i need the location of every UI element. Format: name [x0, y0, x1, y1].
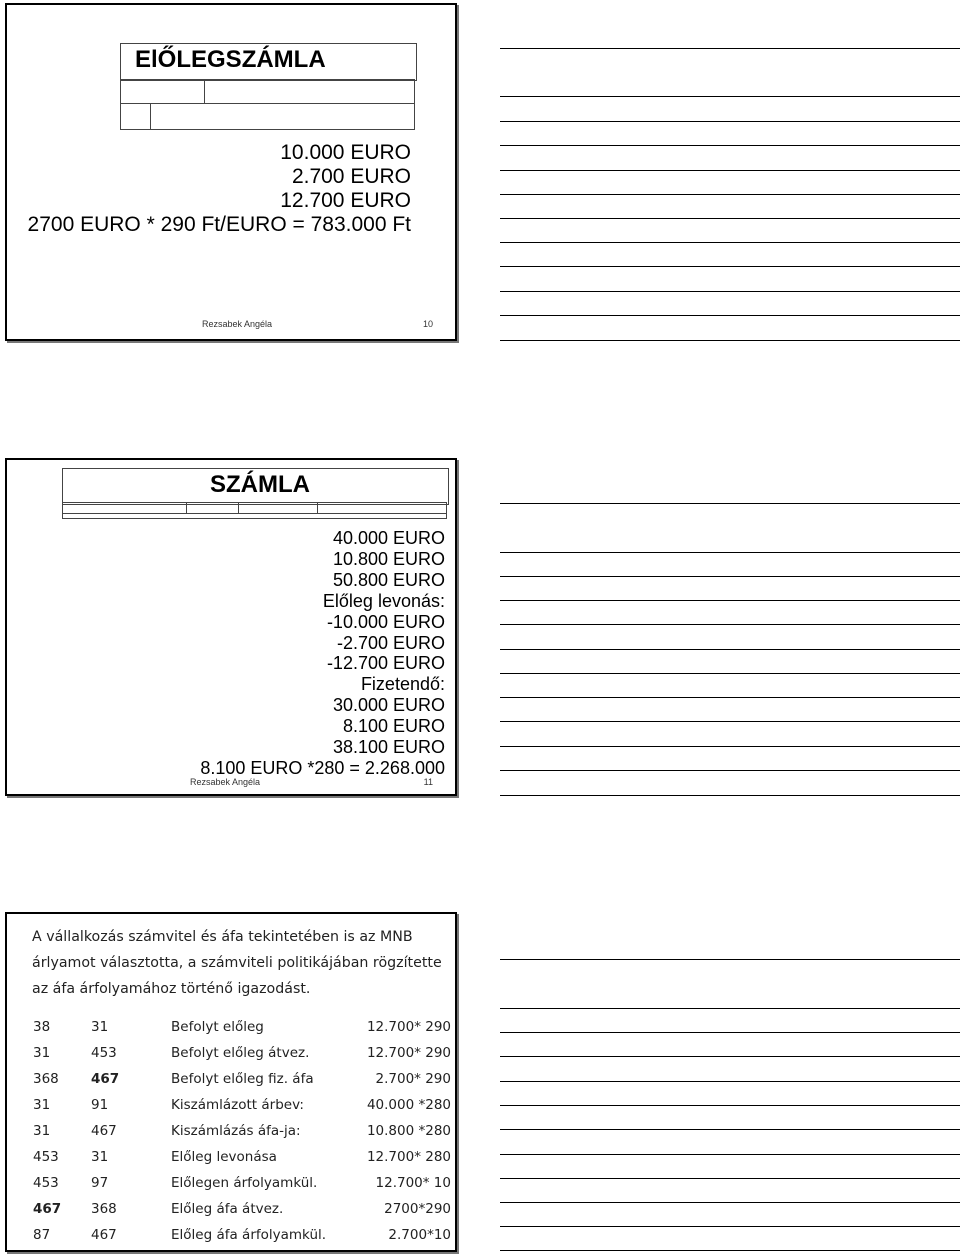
note-line [500, 1178, 960, 1179]
amount-line: Előleg levonás: [322, 590, 445, 611]
note-line [500, 1008, 960, 1009]
entry-description: Befolyt előleg [171, 1019, 264, 1035]
note-line [500, 795, 960, 796]
note-line [500, 1105, 960, 1106]
amount-line: 30.000 EURO [332, 695, 445, 716]
amount-line: 10.000 EURO [280, 141, 411, 164]
debit-account: 368 [33, 1071, 59, 1087]
entry-amount: 12.700* 290 [366, 1045, 451, 1061]
credit-account: 368 [91, 1201, 117, 1217]
note-line [500, 1032, 960, 1033]
debit-account: 453 [33, 1149, 59, 1165]
journal-table [33, 1014, 453, 1248]
credit-account: 97 [91, 1175, 109, 1191]
footer-author: Rezsabek Angéla [202, 319, 273, 329]
table-row [33, 1196, 453, 1222]
credit-account: 31 [91, 1149, 109, 1165]
note-line [500, 170, 960, 171]
amount-line: -2.700 EURO [336, 632, 445, 653]
amount-line: 8.100 EURO [342, 716, 445, 737]
entry-description: Befolyt előleg átvez. [171, 1045, 310, 1061]
debit-account: 453 [33, 1175, 59, 1191]
table-row [33, 1014, 453, 1040]
amount-line: Fizetendő: [360, 674, 445, 695]
amount-lines [25, 528, 445, 779]
entry-amount: 10.800 *280 [366, 1123, 451, 1139]
note-line [500, 552, 960, 553]
note-line [500, 315, 960, 316]
debit-account: 31 [33, 1045, 51, 1061]
entry-amount: 12.700* 280 [366, 1149, 451, 1165]
amount-line: 8.100 EURO *280 = 2.268.000 [200, 757, 445, 778]
credit-account: 31 [91, 1019, 109, 1035]
entry-amount: 12.700* 290 [366, 1019, 451, 1035]
table-cell [120, 103, 151, 130]
credit-account: 91 [91, 1097, 109, 1113]
slide-title: SZÁMLA [210, 471, 310, 498]
note-line [500, 96, 960, 97]
note-line [500, 48, 960, 49]
slide-elolegszamla [5, 3, 457, 341]
table-row [33, 1144, 453, 1170]
note-line [500, 503, 960, 504]
note-line [500, 242, 960, 243]
amount-line: -10.000 EURO [326, 611, 445, 632]
footer-page-number: 11 [423, 777, 433, 787]
slide-footer [7, 319, 455, 333]
intro-paragraph: A vállalkozás számvitel és áfa tekintetében is az MNB árlyamot választotta, a számviteli politikájában rögzítette az áfa árfolyamához történő igazodást. [32, 929, 442, 997]
credit-account: 467 [91, 1071, 120, 1087]
table-cell [120, 79, 205, 104]
table-cell [150, 103, 415, 130]
amount-line: 40.000 EURO [332, 528, 445, 548]
amount-line: 10.800 EURO [332, 548, 445, 569]
table-row [33, 1066, 453, 1092]
note-line [500, 576, 960, 577]
note-line [500, 266, 960, 267]
note-line [500, 194, 960, 195]
table-row [33, 1092, 453, 1118]
footer-author: Rezsabek Angéla [190, 777, 261, 787]
footer-page-number: 10 [422, 319, 433, 329]
note-line [500, 218, 960, 219]
note-line [500, 721, 960, 722]
slide-journal [5, 912, 457, 1252]
amount-line: 2700 EURO * 290 Ft/EURO = 783.000 Ft [27, 213, 411, 236]
note-line [500, 959, 960, 960]
note-line [500, 1129, 960, 1130]
note-line [500, 1250, 960, 1251]
amount-line: 12.700 EURO [280, 189, 411, 212]
note-line [500, 1154, 960, 1155]
entry-description: Kiszámlázás áfa-ja: [171, 1123, 301, 1139]
entry-amount: 2.700* 290 [375, 1071, 451, 1087]
slide-szamla [5, 458, 457, 796]
amount-line: 38.100 EURO [332, 737, 445, 758]
note-line [500, 624, 960, 625]
note-line [500, 1226, 960, 1227]
note-line [500, 697, 960, 698]
note-line [500, 121, 960, 122]
table-row [33, 1118, 453, 1144]
note-line [500, 1056, 960, 1057]
note-line [500, 1202, 960, 1203]
entry-description: Előleg áfa árfolyamkül. [171, 1227, 327, 1243]
slide-title: ElŐLEGSZÁMLA [135, 46, 326, 73]
entry-amount: 40.000 *280 [366, 1097, 451, 1113]
amount-line: -12.700 EURO [326, 653, 445, 674]
amount-lines [11, 141, 411, 237]
entry-amount: 12.700* 10 [375, 1175, 451, 1191]
entry-amount: 2.700*10 [388, 1227, 451, 1243]
amount-line: 2.700 EURO [291, 165, 411, 188]
note-line [500, 291, 960, 292]
debit-account: 31 [33, 1097, 51, 1113]
note-line [500, 1081, 960, 1082]
note-line [500, 600, 960, 601]
entry-description: Befolyt előleg fiz. áfa [171, 1071, 314, 1087]
table-cell [62, 513, 447, 519]
note-line [500, 770, 960, 771]
debit-account: 31 [33, 1123, 51, 1139]
credit-account: 453 [91, 1045, 117, 1061]
entry-description: Előleg levonása [171, 1149, 277, 1165]
table-cell [204, 79, 415, 104]
table-row [33, 1222, 453, 1248]
slide-footer [7, 777, 455, 791]
debit-account: 87 [33, 1227, 51, 1243]
credit-account: 467 [91, 1227, 117, 1243]
entry-description: Előleg áfa átvez. [171, 1201, 284, 1217]
note-line [500, 746, 960, 747]
note-line [500, 340, 960, 341]
table-row [33, 1170, 453, 1196]
debit-account: 38 [33, 1019, 51, 1035]
amount-line: 50.800 EURO [332, 569, 445, 590]
note-line [500, 673, 960, 674]
note-line [500, 145, 960, 146]
note-line [500, 649, 960, 650]
entry-description: Előlegen árfolyamkül. [171, 1175, 318, 1191]
table-row [33, 1040, 453, 1066]
entry-description: Kiszámlázott árbev: [171, 1097, 304, 1113]
debit-account: 467 [33, 1201, 62, 1217]
credit-account: 467 [91, 1123, 117, 1139]
entry-amount: 2700*290 [384, 1201, 451, 1217]
